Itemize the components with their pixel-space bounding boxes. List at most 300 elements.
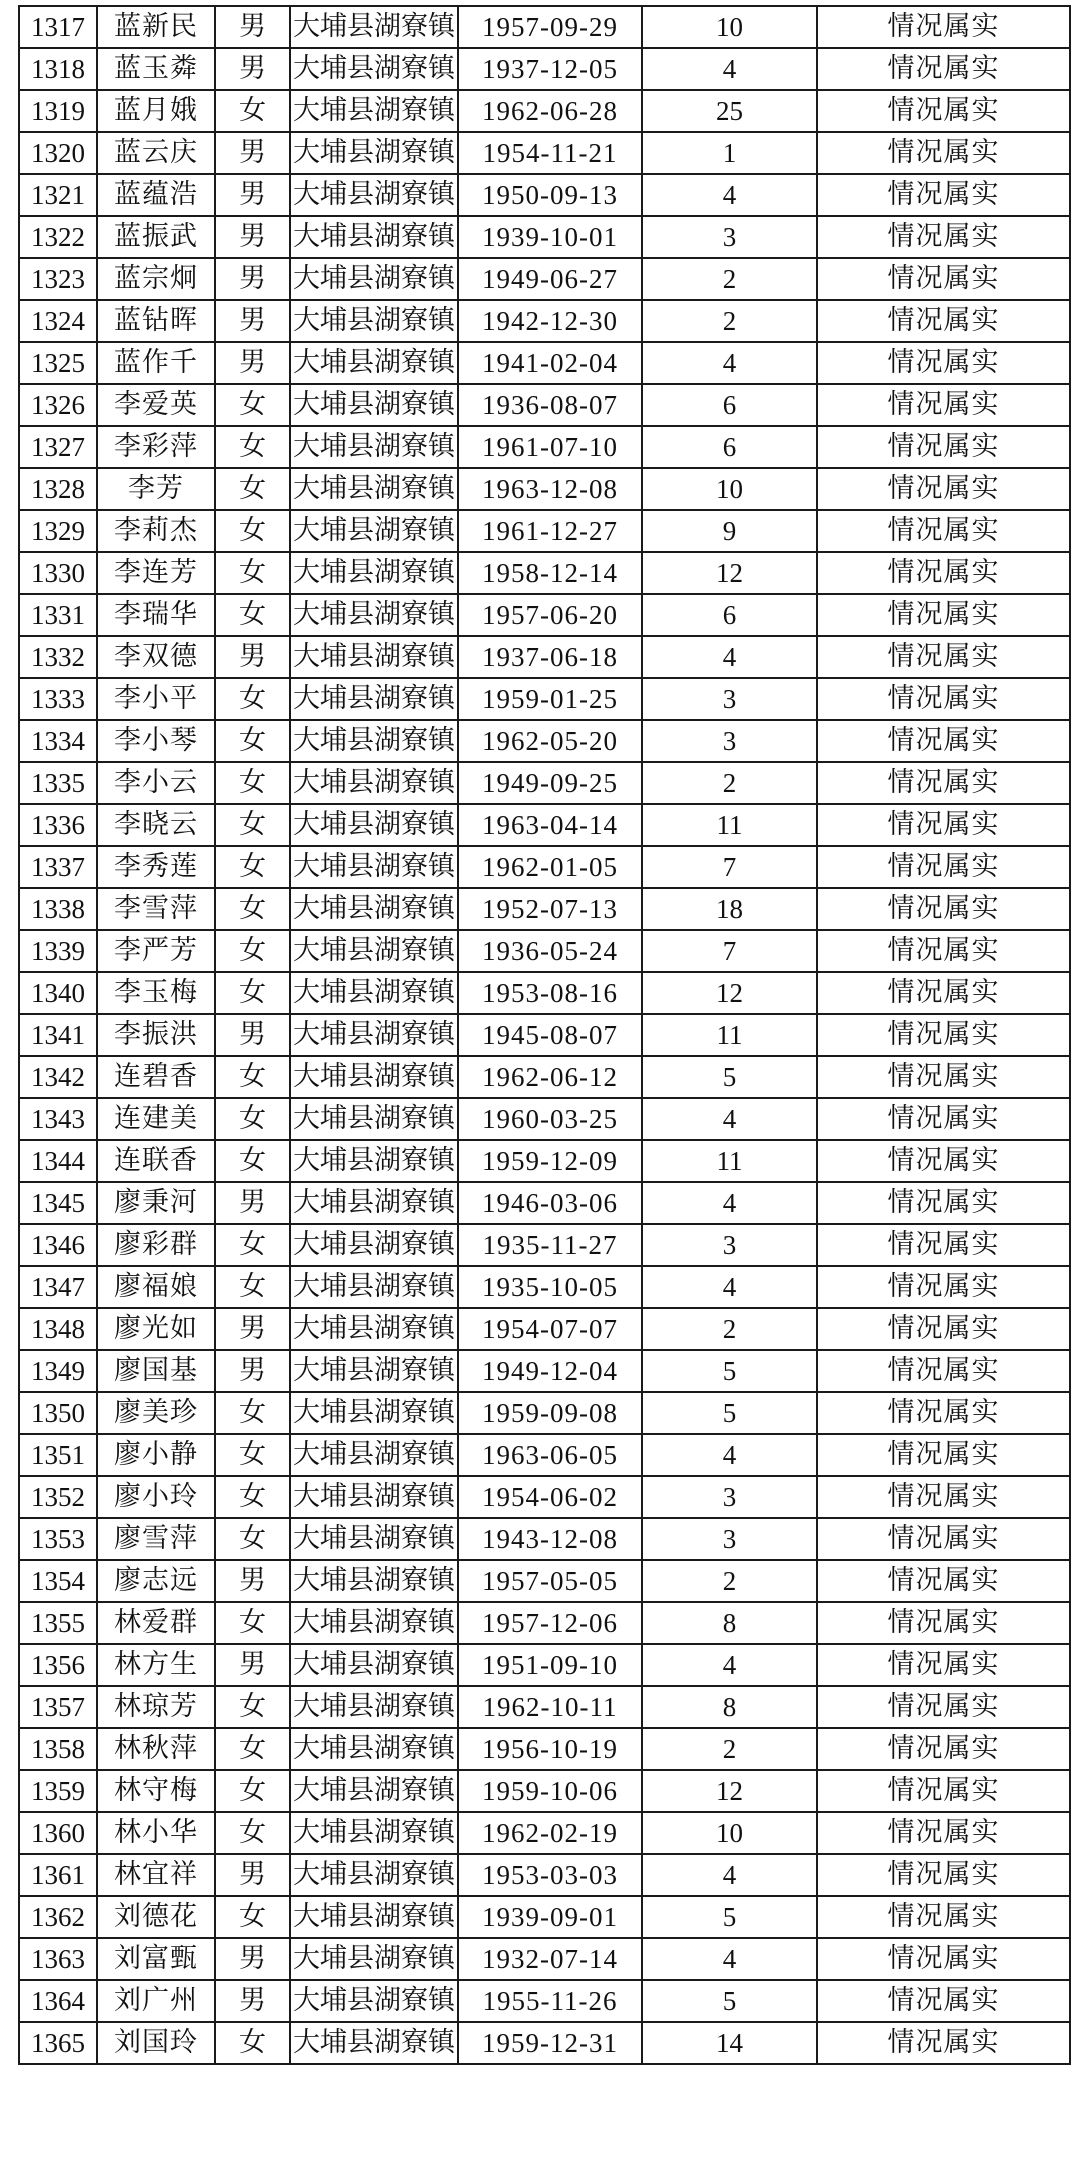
status-cell: 情况属实 (817, 1308, 1070, 1350)
person-name-cell: 李连芳 (97, 552, 215, 594)
gender-cell: 女 (215, 552, 290, 594)
row-number-cell: 1362 (19, 1896, 97, 1938)
address-cell: 大埔县湖寮镇 (290, 1980, 458, 2022)
count-cell: 4 (642, 48, 817, 90)
row-number-cell: 1358 (19, 1728, 97, 1770)
table-row (19, 762, 1070, 804)
birth-date-cell: 1962-02-19 (458, 1812, 642, 1854)
birth-date-cell: 1962-05-20 (458, 720, 642, 762)
status-cell: 情况属实 (817, 1896, 1070, 1938)
count-cell: 8 (642, 1686, 817, 1728)
person-name-cell: 李小云 (97, 762, 215, 804)
table-row (19, 174, 1070, 216)
address-cell: 大埔县湖寮镇 (290, 678, 458, 720)
row-number-cell: 1351 (19, 1434, 97, 1476)
birth-date-cell: 1946-03-06 (458, 1182, 642, 1224)
table-row (19, 6, 1070, 48)
status-cell: 情况属实 (817, 510, 1070, 552)
gender-cell: 女 (215, 804, 290, 846)
roster-table (18, 5, 1071, 2065)
row-number-cell: 1361 (19, 1854, 97, 1896)
person-name-cell: 刘广州 (97, 1980, 215, 2022)
gender-cell: 男 (215, 300, 290, 342)
gender-cell: 男 (215, 258, 290, 300)
table-row (19, 1980, 1070, 2022)
status-cell: 情况属实 (817, 2022, 1070, 2064)
count-cell: 12 (642, 972, 817, 1014)
address-cell: 大埔县湖寮镇 (290, 6, 458, 48)
count-cell: 4 (642, 1098, 817, 1140)
person-name-cell: 李芳 (97, 468, 215, 510)
table-row (19, 90, 1070, 132)
address-cell: 大埔县湖寮镇 (290, 552, 458, 594)
birth-date-cell: 1942-12-30 (458, 300, 642, 342)
status-cell: 情况属实 (817, 888, 1070, 930)
row-number-cell: 1325 (19, 342, 97, 384)
status-cell: 情况属实 (817, 1266, 1070, 1308)
count-cell: 10 (642, 1812, 817, 1854)
person-name-cell: 刘德花 (97, 1896, 215, 1938)
address-cell: 大埔县湖寮镇 (290, 174, 458, 216)
person-name-cell: 蓝新民 (97, 6, 215, 48)
status-cell: 情况属实 (817, 762, 1070, 804)
birth-date-cell: 1941-02-04 (458, 342, 642, 384)
person-name-cell: 李玉梅 (97, 972, 215, 1014)
table-row (19, 1182, 1070, 1224)
count-cell: 11 (642, 1140, 817, 1182)
gender-cell: 男 (215, 132, 290, 174)
address-cell: 大埔县湖寮镇 (290, 468, 458, 510)
status-cell: 情况属实 (817, 1770, 1070, 1812)
birth-date-cell: 1963-12-08 (458, 468, 642, 510)
row-number-cell: 1337 (19, 846, 97, 888)
row-number-cell: 1329 (19, 510, 97, 552)
count-cell: 12 (642, 1770, 817, 1812)
count-cell: 6 (642, 426, 817, 468)
birth-date-cell: 1956-10-19 (458, 1728, 642, 1770)
birth-date-cell: 1954-06-02 (458, 1476, 642, 1518)
person-name-cell: 林守梅 (97, 1770, 215, 1812)
status-cell: 情况属实 (817, 1602, 1070, 1644)
address-cell: 大埔县湖寮镇 (290, 720, 458, 762)
address-cell: 大埔县湖寮镇 (290, 1644, 458, 1686)
table-row (19, 132, 1070, 174)
row-number-cell: 1343 (19, 1098, 97, 1140)
count-cell: 2 (642, 258, 817, 300)
row-number-cell: 1352 (19, 1476, 97, 1518)
status-cell: 情况属实 (817, 258, 1070, 300)
count-cell: 2 (642, 300, 817, 342)
status-cell: 情况属实 (817, 846, 1070, 888)
count-cell: 4 (642, 1266, 817, 1308)
person-name-cell: 李小平 (97, 678, 215, 720)
count-cell: 11 (642, 1014, 817, 1056)
gender-cell: 女 (215, 1476, 290, 1518)
address-cell: 大埔县湖寮镇 (290, 1686, 458, 1728)
status-cell: 情况属实 (817, 972, 1070, 1014)
birth-date-cell: 1963-06-05 (458, 1434, 642, 1476)
count-cell: 4 (642, 636, 817, 678)
count-cell: 11 (642, 804, 817, 846)
status-cell: 情况属实 (817, 132, 1070, 174)
table-row (19, 1686, 1070, 1728)
table-row (19, 846, 1070, 888)
gender-cell: 男 (215, 1182, 290, 1224)
gender-cell: 女 (215, 1896, 290, 1938)
address-cell: 大埔县湖寮镇 (290, 216, 458, 258)
birth-date-cell: 1954-11-21 (458, 132, 642, 174)
row-number-cell: 1333 (19, 678, 97, 720)
row-number-cell: 1357 (19, 1686, 97, 1728)
row-number-cell: 1341 (19, 1014, 97, 1056)
address-cell: 大埔县湖寮镇 (290, 1350, 458, 1392)
row-number-cell: 1326 (19, 384, 97, 426)
birth-date-cell: 1959-10-06 (458, 1770, 642, 1812)
gender-cell: 女 (215, 2022, 290, 2064)
address-cell: 大埔县湖寮镇 (290, 258, 458, 300)
status-cell: 情况属实 (817, 930, 1070, 972)
table-row (19, 636, 1070, 678)
address-cell: 大埔县湖寮镇 (290, 1140, 458, 1182)
status-cell: 情况属实 (817, 1350, 1070, 1392)
status-cell: 情况属实 (817, 1518, 1070, 1560)
gender-cell: 女 (215, 930, 290, 972)
person-name-cell: 李双德 (97, 636, 215, 678)
person-name-cell: 廖美珍 (97, 1392, 215, 1434)
row-number-cell: 1323 (19, 258, 97, 300)
address-cell: 大埔县湖寮镇 (290, 342, 458, 384)
row-number-cell: 1365 (19, 2022, 97, 2064)
gender-cell: 男 (215, 6, 290, 48)
person-name-cell: 连建美 (97, 1098, 215, 1140)
count-cell: 2 (642, 1308, 817, 1350)
birth-date-cell: 1955-11-26 (458, 1980, 642, 2022)
table-row (19, 1266, 1070, 1308)
table-row (19, 1938, 1070, 1980)
status-cell: 情况属实 (817, 1560, 1070, 1602)
gender-cell: 女 (215, 1224, 290, 1266)
row-number-cell: 1339 (19, 930, 97, 972)
row-number-cell: 1353 (19, 1518, 97, 1560)
table-row (19, 888, 1070, 930)
row-number-cell: 1360 (19, 1812, 97, 1854)
gender-cell: 女 (215, 1686, 290, 1728)
gender-cell: 女 (215, 1770, 290, 1812)
birth-date-cell: 1961-12-27 (458, 510, 642, 552)
person-name-cell: 林方生 (97, 1644, 215, 1686)
table-row (19, 1140, 1070, 1182)
status-cell: 情况属实 (817, 216, 1070, 258)
row-number-cell: 1344 (19, 1140, 97, 1182)
person-name-cell: 连碧香 (97, 1056, 215, 1098)
person-name-cell: 林宜祥 (97, 1854, 215, 1896)
status-cell: 情况属实 (817, 1980, 1070, 2022)
person-name-cell: 蓝钻晖 (97, 300, 215, 342)
person-name-cell: 廖小静 (97, 1434, 215, 1476)
person-name-cell: 林小华 (97, 1812, 215, 1854)
row-number-cell: 1346 (19, 1224, 97, 1266)
birth-date-cell: 1960-03-25 (458, 1098, 642, 1140)
status-cell: 情况属实 (817, 174, 1070, 216)
birth-date-cell: 1943-12-08 (458, 1518, 642, 1560)
count-cell: 4 (642, 1182, 817, 1224)
count-cell: 3 (642, 678, 817, 720)
row-number-cell: 1332 (19, 636, 97, 678)
table-row (19, 2022, 1070, 2064)
person-name-cell: 连联香 (97, 1140, 215, 1182)
birth-date-cell: 1962-10-11 (458, 1686, 642, 1728)
person-name-cell: 廖国基 (97, 1350, 215, 1392)
status-cell: 情况属实 (817, 1098, 1070, 1140)
address-cell: 大埔县湖寮镇 (290, 1560, 458, 1602)
count-cell: 1 (642, 132, 817, 174)
birth-date-cell: 1945-08-07 (458, 1014, 642, 1056)
table-row (19, 1644, 1070, 1686)
status-cell: 情况属实 (817, 594, 1070, 636)
count-cell: 12 (642, 552, 817, 594)
gender-cell: 女 (215, 384, 290, 426)
row-number-cell: 1355 (19, 1602, 97, 1644)
address-cell: 大埔县湖寮镇 (290, 1266, 458, 1308)
table-row (19, 468, 1070, 510)
table-row (19, 48, 1070, 90)
row-number-cell: 1324 (19, 300, 97, 342)
status-cell: 情况属实 (817, 720, 1070, 762)
row-number-cell: 1334 (19, 720, 97, 762)
gender-cell: 女 (215, 1392, 290, 1434)
gender-cell: 女 (215, 888, 290, 930)
row-number-cell: 1317 (19, 6, 97, 48)
count-cell: 9 (642, 510, 817, 552)
status-cell: 情况属实 (817, 90, 1070, 132)
table-row (19, 216, 1070, 258)
count-cell: 3 (642, 216, 817, 258)
row-number-cell: 1354 (19, 1560, 97, 1602)
gender-cell: 男 (215, 48, 290, 90)
birth-date-cell: 1959-12-09 (458, 1140, 642, 1182)
row-number-cell: 1364 (19, 1980, 97, 2022)
address-cell: 大埔县湖寮镇 (290, 762, 458, 804)
gender-cell: 女 (215, 510, 290, 552)
gender-cell: 女 (215, 678, 290, 720)
birth-date-cell: 1952-07-13 (458, 888, 642, 930)
count-cell: 4 (642, 342, 817, 384)
address-cell: 大埔县湖寮镇 (290, 888, 458, 930)
count-cell: 2 (642, 1560, 817, 1602)
birth-date-cell: 1957-05-05 (458, 1560, 642, 1602)
count-cell: 3 (642, 720, 817, 762)
birth-date-cell: 1959-01-25 (458, 678, 642, 720)
status-cell: 情况属实 (817, 678, 1070, 720)
address-cell: 大埔县湖寮镇 (290, 1224, 458, 1266)
birth-date-cell: 1962-06-12 (458, 1056, 642, 1098)
person-name-cell: 蓝蕴浩 (97, 174, 215, 216)
count-cell: 5 (642, 1980, 817, 2022)
person-name-cell: 廖小玲 (97, 1476, 215, 1518)
gender-cell: 女 (215, 1728, 290, 1770)
person-name-cell: 李雪萍 (97, 888, 215, 930)
count-cell: 2 (642, 1728, 817, 1770)
status-cell: 情况属实 (817, 6, 1070, 48)
person-name-cell: 刘富甄 (97, 1938, 215, 1980)
table-row (19, 720, 1070, 762)
birth-date-cell: 1949-09-25 (458, 762, 642, 804)
person-name-cell: 廖彩群 (97, 1224, 215, 1266)
gender-cell: 女 (215, 846, 290, 888)
roster-body (19, 6, 1070, 2064)
status-cell: 情况属实 (817, 1686, 1070, 1728)
count-cell: 5 (642, 1056, 817, 1098)
address-cell: 大埔县湖寮镇 (290, 1308, 458, 1350)
row-number-cell: 1347 (19, 1266, 97, 1308)
address-cell: 大埔县湖寮镇 (290, 636, 458, 678)
row-number-cell: 1318 (19, 48, 97, 90)
birth-date-cell: 1958-12-14 (458, 552, 642, 594)
person-name-cell: 廖秉河 (97, 1182, 215, 1224)
birth-date-cell: 1962-06-28 (458, 90, 642, 132)
person-name-cell: 蓝作千 (97, 342, 215, 384)
birth-date-cell: 1939-10-01 (458, 216, 642, 258)
birth-date-cell: 1937-12-05 (458, 48, 642, 90)
gender-cell: 男 (215, 342, 290, 384)
count-cell: 3 (642, 1518, 817, 1560)
table-row (19, 1392, 1070, 1434)
birth-date-cell: 1957-12-06 (458, 1602, 642, 1644)
person-name-cell: 蓝云庆 (97, 132, 215, 174)
address-cell: 大埔县湖寮镇 (290, 1056, 458, 1098)
status-cell: 情况属实 (817, 552, 1070, 594)
table-row (19, 300, 1070, 342)
table-row (19, 1308, 1070, 1350)
count-cell: 4 (642, 1434, 817, 1476)
table-row (19, 510, 1070, 552)
person-name-cell: 蓝玉粦 (97, 48, 215, 90)
table-row (19, 384, 1070, 426)
address-cell: 大埔县湖寮镇 (290, 384, 458, 426)
count-cell: 7 (642, 846, 817, 888)
table-row (19, 552, 1070, 594)
table-row (19, 1896, 1070, 1938)
address-cell: 大埔县湖寮镇 (290, 1434, 458, 1476)
status-cell: 情况属实 (817, 636, 1070, 678)
table-row (19, 594, 1070, 636)
count-cell: 5 (642, 1896, 817, 1938)
address-cell: 大埔县湖寮镇 (290, 972, 458, 1014)
gender-cell: 女 (215, 972, 290, 1014)
address-cell: 大埔县湖寮镇 (290, 1014, 458, 1056)
address-cell: 大埔县湖寮镇 (290, 1518, 458, 1560)
gender-cell: 男 (215, 1350, 290, 1392)
status-cell: 情况属实 (817, 804, 1070, 846)
gender-cell: 男 (215, 1644, 290, 1686)
table-row (19, 1224, 1070, 1266)
birth-date-cell: 1957-06-20 (458, 594, 642, 636)
row-number-cell: 1363 (19, 1938, 97, 1980)
status-cell: 情况属实 (817, 342, 1070, 384)
status-cell: 情况属实 (817, 1728, 1070, 1770)
birth-date-cell: 1932-07-14 (458, 1938, 642, 1980)
table-row (19, 342, 1070, 384)
row-number-cell: 1349 (19, 1350, 97, 1392)
address-cell: 大埔县湖寮镇 (290, 1896, 458, 1938)
address-cell: 大埔县湖寮镇 (290, 594, 458, 636)
table-row (19, 1434, 1070, 1476)
table-row (19, 1014, 1070, 1056)
row-number-cell: 1350 (19, 1392, 97, 1434)
address-cell: 大埔县湖寮镇 (290, 1854, 458, 1896)
birth-date-cell: 1936-08-07 (458, 384, 642, 426)
gender-cell: 女 (215, 1602, 290, 1644)
gender-cell: 男 (215, 216, 290, 258)
count-cell: 3 (642, 1476, 817, 1518)
birth-date-cell: 1935-10-05 (458, 1266, 642, 1308)
birth-date-cell: 1963-04-14 (458, 804, 642, 846)
gender-cell: 男 (215, 1938, 290, 1980)
count-cell: 5 (642, 1392, 817, 1434)
count-cell: 18 (642, 888, 817, 930)
status-cell: 情况属实 (817, 426, 1070, 468)
person-name-cell: 李爱英 (97, 384, 215, 426)
row-number-cell: 1330 (19, 552, 97, 594)
birth-date-cell: 1957-09-29 (458, 6, 642, 48)
address-cell: 大埔县湖寮镇 (290, 1770, 458, 1812)
table-row (19, 258, 1070, 300)
table-row (19, 1770, 1070, 1812)
table-row (19, 678, 1070, 720)
table-row (19, 1098, 1070, 1140)
address-cell: 大埔县湖寮镇 (290, 1812, 458, 1854)
gender-cell: 女 (215, 1056, 290, 1098)
gender-cell: 女 (215, 90, 290, 132)
gender-cell: 男 (215, 174, 290, 216)
status-cell: 情况属实 (817, 468, 1070, 510)
status-cell: 情况属实 (817, 1854, 1070, 1896)
count-cell: 4 (642, 1644, 817, 1686)
gender-cell: 女 (215, 762, 290, 804)
address-cell: 大埔县湖寮镇 (290, 1602, 458, 1644)
birth-date-cell: 1951-09-10 (458, 1644, 642, 1686)
person-name-cell: 李彩萍 (97, 426, 215, 468)
count-cell: 4 (642, 1938, 817, 1980)
table-row (19, 1812, 1070, 1854)
address-cell: 大埔县湖寮镇 (290, 1098, 458, 1140)
person-name-cell: 廖志远 (97, 1560, 215, 1602)
birth-date-cell: 1961-07-10 (458, 426, 642, 468)
gender-cell: 女 (215, 468, 290, 510)
gender-cell: 女 (215, 1518, 290, 1560)
table-row (19, 972, 1070, 1014)
person-name-cell: 李莉杰 (97, 510, 215, 552)
address-cell: 大埔县湖寮镇 (290, 846, 458, 888)
birth-date-cell: 1949-12-04 (458, 1350, 642, 1392)
row-number-cell: 1327 (19, 426, 97, 468)
row-number-cell: 1345 (19, 1182, 97, 1224)
gender-cell: 女 (215, 1434, 290, 1476)
address-cell: 大埔县湖寮镇 (290, 1182, 458, 1224)
count-cell: 4 (642, 1854, 817, 1896)
person-name-cell: 廖光如 (97, 1308, 215, 1350)
address-cell: 大埔县湖寮镇 (290, 90, 458, 132)
count-cell: 7 (642, 930, 817, 972)
table-row (19, 804, 1070, 846)
gender-cell: 男 (215, 1980, 290, 2022)
status-cell: 情况属实 (817, 48, 1070, 90)
gender-cell: 女 (215, 1098, 290, 1140)
address-cell: 大埔县湖寮镇 (290, 510, 458, 552)
row-number-cell: 1336 (19, 804, 97, 846)
birth-date-cell: 1953-08-16 (458, 972, 642, 1014)
person-name-cell: 蓝月娥 (97, 90, 215, 132)
